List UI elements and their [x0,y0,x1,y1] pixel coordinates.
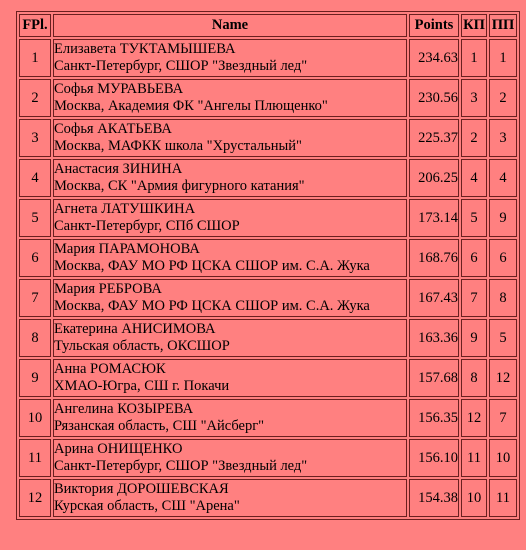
kp-cell: 2 [461,119,487,157]
points-cell: 173.14 [409,199,459,237]
skater-cell [53,199,407,237]
skater-club: Москва, ФАУ МО РФ ЦСКА СШОР им. С.А. Жука [54,258,370,274]
pp-cell: 4 [489,159,517,197]
header-place: FPl. [19,14,51,37]
skater-cell [53,399,407,437]
skater-cell [53,279,407,317]
table-row [19,239,517,277]
skater-name: Агнета ЛАТУШКИНА [54,201,196,217]
table-row [19,159,517,197]
skater-name: Елизавета ТУКТАМЫШЕВА [54,41,236,57]
kp-cell: 12 [461,399,487,437]
kp-cell: 9 [461,319,487,357]
pp-cell: 9 [489,199,517,237]
place-cell: 8 [19,319,51,357]
skater-cell [53,159,407,197]
points-cell: 168.76 [409,239,459,277]
place-cell: 9 [19,359,51,397]
skater-cell [53,359,407,397]
pp-cell: 10 [489,439,517,477]
kp-cell: 4 [461,159,487,197]
points-cell: 225.37 [409,119,459,157]
skater-name: Екатерина АНИСИМОВА [54,321,216,337]
kp-cell: 7 [461,279,487,317]
results-body [19,39,517,517]
skater-name: Софья АКАТЬЕВА [54,121,172,137]
skater-club: Курская область, СШ "Арена" [54,498,240,514]
place-cell: 3 [19,119,51,157]
points-cell: 154.38 [409,479,459,517]
points-cell: 230.56 [409,79,459,117]
skater-club: ХМАО-Югра, СШ г. Покачи [54,378,230,394]
skater-name: Мария РЕБРОВА [54,281,162,297]
skater-name: Анна РОМАСЮК [54,361,166,377]
skater-name: Арина ОНИЩЕНКО [54,441,183,457]
place-cell: 4 [19,159,51,197]
skater-club: Рязанская область, СШ "Айсберг" [54,418,265,434]
header-row [19,14,517,37]
results-table [16,11,520,520]
skater-cell [53,319,407,357]
skater-club: Тульская область, ОКСШОР [54,338,230,354]
place-cell: 7 [19,279,51,317]
header-points: Points [409,14,459,37]
skater-club: Санкт-Петербург, СШОР "Звездный лед" [54,58,308,74]
header-kp: КП [461,14,487,37]
kp-cell: 11 [461,439,487,477]
skater-cell [53,39,407,77]
kp-cell: 5 [461,199,487,237]
kp-cell: 8 [461,359,487,397]
kp-cell: 3 [461,79,487,117]
skater-club: Москва, МАФКК школа "Хрустальный" [54,138,302,154]
points-cell: 156.10 [409,439,459,477]
kp-cell: 1 [461,39,487,77]
skater-name: Софья МУРАВЬЕВА [54,81,184,97]
header-pp: ПП [489,14,517,37]
points-cell: 157.68 [409,359,459,397]
table-row [19,79,517,117]
place-cell: 5 [19,199,51,237]
table-row [19,399,517,437]
skater-cell [53,239,407,277]
points-cell: 163.36 [409,319,459,357]
pp-cell: 2 [489,79,517,117]
place-cell: 2 [19,79,51,117]
skater-club: Санкт-Петербург, СШОР "Звездный лед" [54,458,308,474]
place-cell: 10 [19,399,51,437]
place-cell: 1 [19,39,51,77]
skater-cell [53,79,407,117]
points-cell: 156.35 [409,399,459,437]
table-row [19,199,517,237]
skater-name: Анастасия ЗИНИНА [54,161,183,177]
pp-cell: 11 [489,479,517,517]
skater-name: Мария ПАРАМОНОВА [54,241,200,257]
pp-cell: 3 [489,119,517,157]
pp-cell: 6 [489,239,517,277]
skater-club: Санкт-Петербург, СПб СШОР [54,218,240,234]
skater-club: Москва, Академия ФК "Ангелы Плющенко" [54,98,328,114]
skater-club: Москва, ФАУ МО РФ ЦСКА СШОР им. С.А. Жука [54,298,370,314]
pp-cell: 5 [489,319,517,357]
skater-name: Виктория ДОРОШЕВСКАЯ [54,481,229,497]
table-row [19,119,517,157]
table-row [19,479,517,517]
table-row [19,439,517,477]
pp-cell: 12 [489,359,517,397]
place-cell: 6 [19,239,51,277]
skater-name: Ангелина КОЗЫРЕВА [54,401,194,417]
kp-cell: 10 [461,479,487,517]
table-row [19,39,517,77]
points-cell: 167.43 [409,279,459,317]
pp-cell: 1 [489,39,517,77]
pp-cell: 8 [489,279,517,317]
table-row [19,359,517,397]
skater-club: Москва, СК "Армия фигурного катания" [54,178,305,194]
skater-cell [53,439,407,477]
table-row [19,279,517,317]
points-cell: 206.25 [409,159,459,197]
points-cell: 234.63 [409,39,459,77]
place-cell: 12 [19,479,51,517]
table-row [19,319,517,357]
kp-cell: 6 [461,239,487,277]
place-cell: 11 [19,439,51,477]
pp-cell: 7 [489,399,517,437]
skater-cell [53,479,407,517]
header-name: Name [53,14,407,37]
skater-cell [53,119,407,157]
